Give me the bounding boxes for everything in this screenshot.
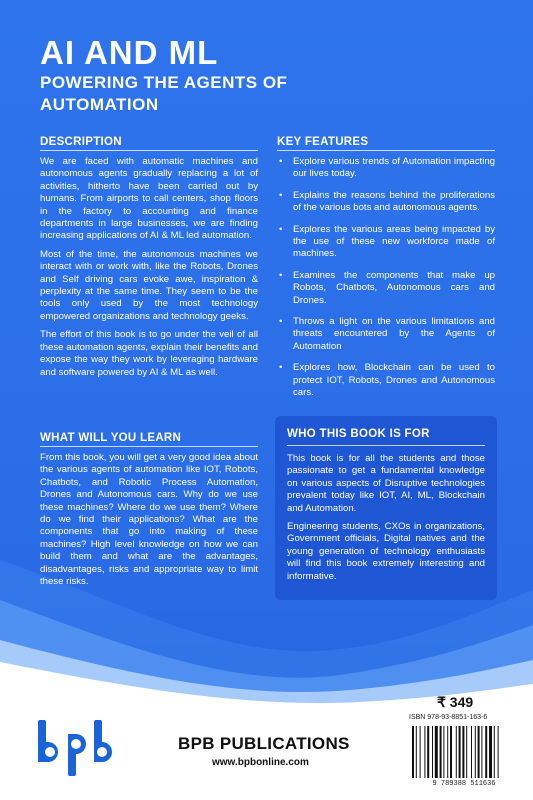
description-paragraph: Most of the time, the autonomous machines we interact with or work with, like the Robots, Drones and Self driving cars evoke awe, inspiration & perplexity at the same time. They seem to be the tools only used by the most technology empowered organizations and technology geeks. xyxy=(40,248,258,322)
key-features-list xyxy=(277,156,495,409)
audience-paragraph: This book is for all the students and those passionate to get a fundamental knowledge on various aspects of Disruptive technologies prevalent today like IOT, AI, ML, Blockchain and Automation. xyxy=(287,453,485,514)
description-text xyxy=(40,156,258,385)
bpb-logo-icon xyxy=(36,718,114,778)
bullet-icon: • xyxy=(279,156,283,167)
list-item: • Explore various trends of Automation impacting our lives today. xyxy=(279,156,495,180)
key-features-heading: KEY FEATURES xyxy=(277,136,369,148)
description-paragraph: We are faced with automatic machines and autonomous agents gradually replacing a lot of activities, hitherto have been carried out by humans. From airports to call centers, shop floors in the factory to accounting and finance departments in large businesses, we are finding increasing applications of AI & ML led automation. xyxy=(40,156,258,242)
bullet-icon: • xyxy=(279,362,283,374)
book-title: AI AND ML xyxy=(40,34,219,71)
list-item: • Examines the components that make up Robots, Chatbots, Autonomous cars and Drones. xyxy=(279,269,495,306)
learn-text: From this book, you will get a very good idea about the various agents of automation like IOT, Robots, Chatbots, and Robotic Process Automation, Drones and Autonomous cars. Why do we use these machines? Where do we use them? Where do we find their applications? What are the components that go into making of these machines? High level knowledge on how we can build them and what are the advantages, disadvantages, risks and appropriate way to limit these risks. xyxy=(40,452,258,588)
bullet-icon: • xyxy=(279,316,283,328)
audience-text xyxy=(287,453,485,583)
audience-rule xyxy=(287,445,485,446)
list-item: • Throws a light on the various limitations and threats encountered by the Agents of Automation xyxy=(279,316,495,352)
description-paragraph: The effort of this book is to go under the veil of all these automation agents, explain their benefits and expose the way they work by leveraging hardware and software powered by AI & ML as well. xyxy=(40,329,258,378)
learn-rule xyxy=(40,446,258,447)
key-features-rule xyxy=(277,150,495,151)
publisher-name: BPB PUBLICATIONS xyxy=(178,734,350,753)
audience-paragraph: Engineering students, CXOs in organizations, Government officials, Digital natives and the young generation of technology enthusiasts will find this book extremely interesting and informative. xyxy=(287,521,485,582)
barcode-number: 9 789388 511636 xyxy=(432,780,496,788)
list-item: • Explains the reasons behind the proliferations of the various bots and autonomous agents. xyxy=(279,189,495,214)
price-label: ₹ 349 xyxy=(437,694,474,710)
bullet-icon: • xyxy=(279,223,283,235)
bullet-icon: • xyxy=(279,189,283,201)
audience-box xyxy=(275,416,497,600)
book-subtitle: POWERING THE AGENTS OF AUTOMATION xyxy=(40,73,288,114)
list-item: • Explores the various areas being impacted by the use of these new workforce made of machines. xyxy=(279,223,495,260)
audience-heading: WHO THIS BOOK IS FOR xyxy=(287,428,430,440)
description-heading: DESCRIPTION xyxy=(40,136,122,148)
bullet-icon: • xyxy=(279,269,283,281)
description-rule xyxy=(40,150,258,151)
learn-heading: WHAT WILL YOU LEARN xyxy=(40,432,182,444)
list-item: • Explores how, Blockchain can be used to protect IOT, Robots, Drones and Autonomous cars. xyxy=(279,362,495,399)
barcode-icon xyxy=(409,724,519,780)
isbn-label: ISBN 978-93-8851-163-6 xyxy=(409,714,488,721)
publisher-website: www.bpbonline.com xyxy=(212,757,309,768)
